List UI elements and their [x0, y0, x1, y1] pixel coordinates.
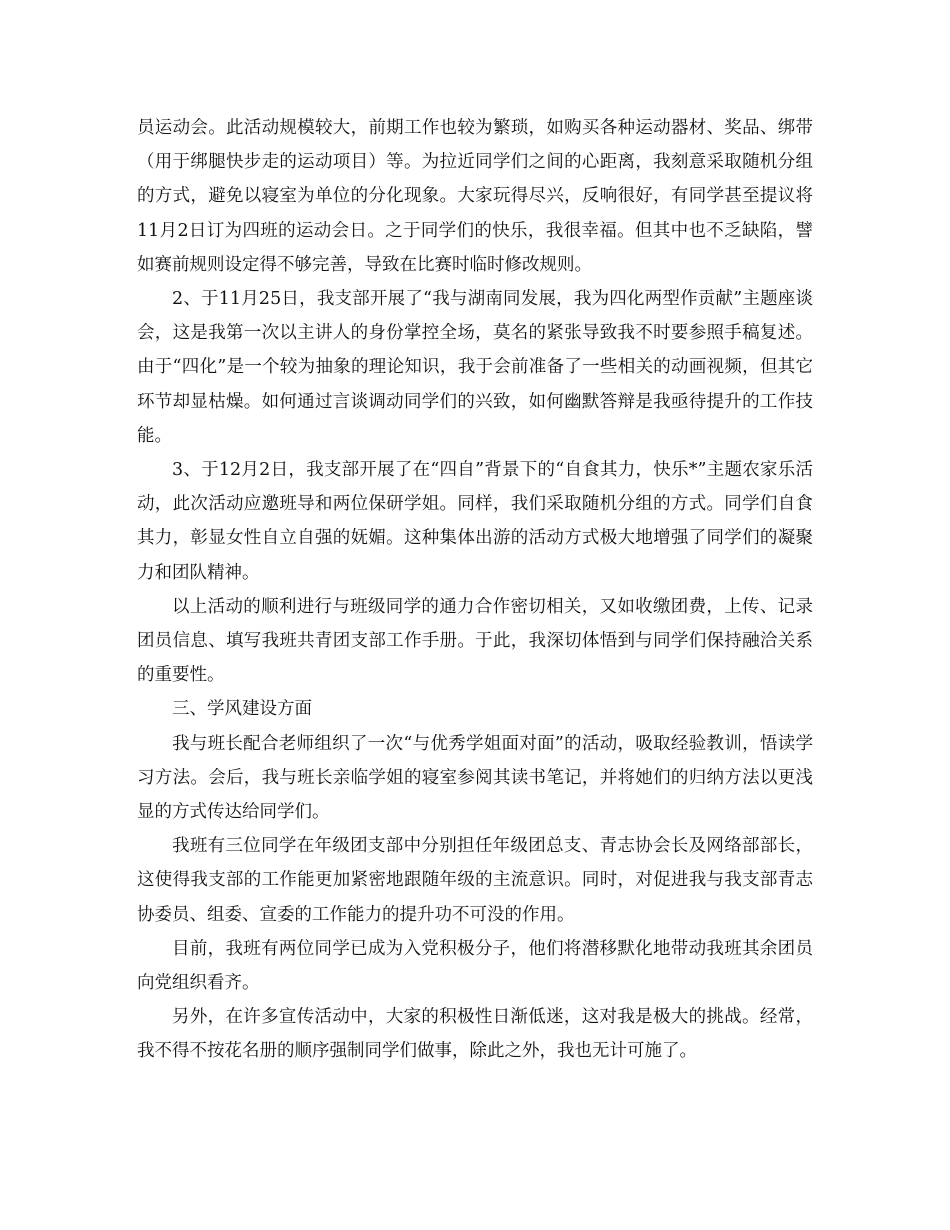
paragraph-challenges: 另外，在许多宣传活动中，大家的积极性日渐低迷，这对我是极大的挑战。经常，我不得不按花名册的顺序强制同学们做事，除此之外，我也无计可施了。	[137, 1007, 813, 1062]
paragraph-senior-meeting: 我与班长配合老师组织了一次“与优秀学姐面对面”的活动，吸取经验教训，悟读学习方法。会后，我与班长亲临学姐的寝室参阅其读书笔记，并将她们的归纳方法以更浅显的方式传达给同学们。	[137, 733, 813, 823]
paragraph-party-activists: 目前，我班有两位同学已成为入党积极分子，他们将潜移默化地带动我班其余团员向党组织看齐。	[137, 938, 813, 994]
paragraph-cooperation: 以上活动的顺利进行与班级同学的通力合作密切相关，又如收缴团费，上传、记录团员信息、填写我班共青团支部工作手册。于此，我深切体悟到与同学们保持融洽关系的重要性。	[137, 596, 813, 686]
paragraph-farm-activity: 3、于12月2日，我支部开展了在“四自”背景下的“自食其力，快乐*”主题农家乐活动，此次活动应邀班导和两位保研学姐。同样，我们采取随机分组的方式。同学们自食其力，彰显女性自立自强的妩媚。这种集体出游的活动方式极大地增强了同学们的凝聚力和团队精神。	[137, 460, 813, 583]
document-page	[137, 111, 813, 1069]
paragraph-seminar: 2、于11月25日，我支部开展了“我与湖南同发展，我为四化两型作贡献”主题座谈会，这是我第一次以主讲人的身份掌控全场，莫名的紧张导致我不时要参照手稿复述。由于“四化”是一个较为抽象的理论知识，我于会前准备了一些相关的动画视频，但其它环节却显枯燥。如何通过言谈调动同学们的兴致，如何幽默答辩是我亟待提升的工作技能。	[137, 289, 813, 446]
paragraph-class-officers: 我班有三位同学在年级团支部中分别担任年级团总支、青志协会长及网络部部长，这使得我支部的工作能更加紧密地跟随年级的主流意识。同时，对促进我与我支部青志协委员、组委、宣委的工作能力的提升功不可没的作用。	[137, 836, 813, 925]
paragraph-sports-meet: 员运动会。此活动规模较大，前期工作也较为繁琐，如购买各种运动器材、奖品、绑带（用于绑腿快步走的运动项目）等。为拉近同学们之间的心距离，我刻意采取随机分组的方式，避免以寝室为单位的分化现象。大家玩得尽兴，反响很好，有同学甚至提议将11月2日订为四班的运动会日。之于同学们的快乐，我很幸福。但其中也不乏缺陷，譬如赛前规则设定得不够完善，导致在比赛时临时修改规则。	[137, 118, 813, 275]
section-heading-study-style: 三、学风建设方面	[172, 699, 312, 720]
